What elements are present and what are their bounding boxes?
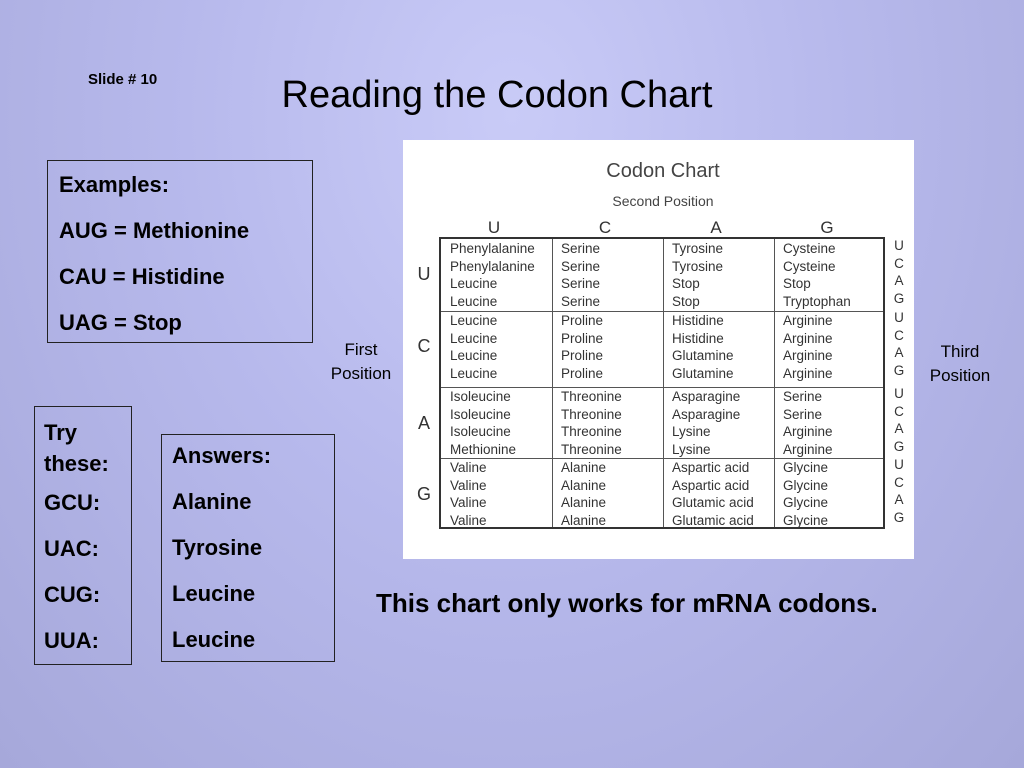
grid-column-divider bbox=[774, 239, 775, 527]
codon-cell: Arginine bbox=[783, 313, 833, 328]
codon-cell: Serine bbox=[783, 406, 823, 422]
mrna-note: This chart only works for mRNA codons. bbox=[376, 588, 878, 618]
codon-cell: Tyrosine bbox=[672, 258, 724, 274]
second-position-label: Second Position bbox=[612, 193, 714, 209]
codon-cell: Arginine bbox=[783, 424, 833, 440]
codon-cell: Leucine bbox=[450, 276, 498, 292]
codon-cell: Leucine bbox=[450, 293, 498, 309]
codon-cell: Leucine bbox=[450, 365, 498, 381]
codon-cell: Serine bbox=[561, 258, 601, 274]
second-position-header: C bbox=[598, 218, 612, 237]
codon-chart-title: Codon Chart bbox=[606, 160, 720, 182]
codon-cell: Valine bbox=[450, 495, 487, 511]
codon-cell: Glutamine bbox=[672, 365, 734, 381]
codon-cell: Stop bbox=[672, 293, 700, 309]
try-these-heading: Try these: bbox=[44, 420, 109, 476]
codon-cell: Arginine bbox=[783, 441, 833, 457]
codon-cell: Glutamic acid bbox=[672, 512, 754, 528]
try-codon: GCU: bbox=[44, 490, 101, 515]
first-position-header: U bbox=[417, 264, 431, 284]
codon-cell: Arginine bbox=[783, 365, 833, 381]
third-position-letter: A bbox=[894, 273, 904, 289]
third-position-letter: C bbox=[894, 327, 904, 343]
codon-cell: Valine bbox=[450, 477, 487, 493]
codon-cell: Isoleucine bbox=[450, 406, 511, 422]
codon-cell: Lysine bbox=[672, 441, 711, 457]
codon-cell: Alanine bbox=[561, 495, 607, 511]
codon-cell: Tyrosine bbox=[672, 241, 724, 256]
answer-line: Leucine bbox=[172, 581, 256, 606]
third-position-letter: A bbox=[894, 345, 904, 361]
answer-line: Tyrosine bbox=[172, 535, 263, 560]
codon-cell: Asparagine bbox=[672, 406, 741, 422]
codon-cell: Threonine bbox=[561, 424, 622, 440]
codon-cell: Cysteine bbox=[783, 258, 836, 274]
third-position-letter: U bbox=[894, 238, 904, 253]
third-position-letter: G bbox=[893, 438, 905, 454]
answers-heading: Answers: bbox=[172, 443, 272, 468]
examples-heading: Examples: bbox=[59, 172, 170, 197]
first-position-header: A bbox=[417, 413, 430, 433]
codon-cell: Threonine bbox=[561, 406, 622, 422]
codon-cell: Aspartic acid bbox=[672, 477, 750, 493]
codon-cell: Arginine bbox=[783, 330, 833, 346]
third-position-letter: C bbox=[894, 255, 904, 271]
codon-cell: Serine bbox=[561, 241, 601, 256]
codon-cell: Lysine bbox=[672, 424, 711, 440]
codon-cell: Histidine bbox=[672, 330, 724, 346]
codon-cell: Leucine bbox=[450, 330, 498, 346]
codon-chart bbox=[403, 140, 914, 559]
third-position-letter: A bbox=[894, 421, 904, 437]
codon-cell: Proline bbox=[561, 330, 604, 346]
codon-cell: Arginine bbox=[783, 348, 833, 364]
third-position-letter: U bbox=[894, 386, 904, 401]
codon-cell: Isoleucine bbox=[450, 389, 511, 404]
third-position-letter: A bbox=[894, 492, 904, 508]
codon-cell: Phenylalanine bbox=[450, 258, 535, 274]
codon-cell: Glycine bbox=[783, 495, 829, 511]
first-position-label: First Position bbox=[330, 340, 392, 383]
answer-line: Alanine bbox=[172, 489, 252, 514]
codon-cell: Valine bbox=[450, 512, 487, 528]
codon-cell: Tryptophan bbox=[783, 293, 851, 309]
codon-cell: Histidine bbox=[672, 313, 724, 328]
codon-cell: Serine bbox=[561, 293, 601, 309]
third-position-letter: U bbox=[894, 310, 904, 325]
codon-cell: Glycine bbox=[783, 512, 829, 528]
codon-cell: Serine bbox=[783, 389, 823, 404]
codon-cell: Glycine bbox=[783, 460, 829, 475]
codon-cell: Isoleucine bbox=[450, 424, 511, 440]
codon-cell: Leucine bbox=[450, 313, 498, 328]
third-position-letter: C bbox=[894, 403, 904, 419]
try-codon: UUA: bbox=[44, 628, 99, 653]
codon-cell: Stop bbox=[783, 276, 811, 292]
second-position-header: A bbox=[710, 218, 722, 237]
codon-cell: Leucine bbox=[450, 348, 498, 364]
third-position-letter: U bbox=[894, 457, 904, 472]
codon-cell: Glutamic acid bbox=[672, 495, 754, 511]
codon-cell: Glutamine bbox=[672, 348, 734, 364]
codon-cell: Phenylalanine bbox=[450, 241, 535, 256]
third-position-letter: G bbox=[893, 362, 905, 378]
first-position-header: C bbox=[417, 336, 431, 356]
codon-cell: Proline bbox=[561, 348, 604, 364]
grid-column-divider bbox=[663, 239, 664, 527]
example-line: UAG = Stop bbox=[59, 310, 182, 335]
answers-box bbox=[161, 434, 335, 662]
codon-cell: Alanine bbox=[561, 512, 607, 528]
slide-number: Slide # 10 bbox=[88, 71, 158, 88]
answer-line: Leucine bbox=[172, 627, 256, 652]
codon-cell: Threonine bbox=[561, 389, 622, 404]
slide-title: Reading the Codon Chart bbox=[281, 74, 713, 116]
third-position-label: Third Position bbox=[929, 342, 991, 385]
codon-cell: Proline bbox=[561, 365, 604, 381]
first-position-header: G bbox=[416, 484, 431, 504]
codon-cell: Valine bbox=[450, 460, 487, 475]
codon-cell: Stop bbox=[672, 276, 700, 292]
codon-cell: Glycine bbox=[783, 477, 829, 493]
try-codon: UAC: bbox=[44, 536, 99, 561]
third-position-letter: G bbox=[893, 290, 905, 306]
second-position-header: G bbox=[820, 218, 834, 237]
codon-cell: Aspartic acid bbox=[672, 460, 750, 475]
codon-cell: Alanine bbox=[561, 460, 607, 475]
codon-cell: Proline bbox=[561, 313, 604, 328]
codon-cell: Asparagine bbox=[672, 389, 741, 404]
codon-cell: Serine bbox=[561, 276, 601, 292]
codon-grid bbox=[439, 237, 885, 529]
examples-box bbox=[47, 160, 313, 343]
grid-column-divider bbox=[552, 239, 553, 527]
third-position-letter: C bbox=[894, 474, 904, 490]
try-codon: CUG: bbox=[44, 582, 101, 607]
example-line: AUG = Methionine bbox=[59, 218, 250, 243]
try-these-box bbox=[34, 406, 132, 665]
codon-cell: Alanine bbox=[561, 477, 607, 493]
codon-cell: Threonine bbox=[561, 441, 622, 457]
second-position-header: U bbox=[487, 218, 501, 237]
codon-cell: Methionine bbox=[450, 441, 517, 457]
codon-cell: Cysteine bbox=[783, 241, 836, 256]
example-line: CAU = Histidine bbox=[59, 264, 225, 289]
third-position-letter: G bbox=[893, 509, 905, 525]
